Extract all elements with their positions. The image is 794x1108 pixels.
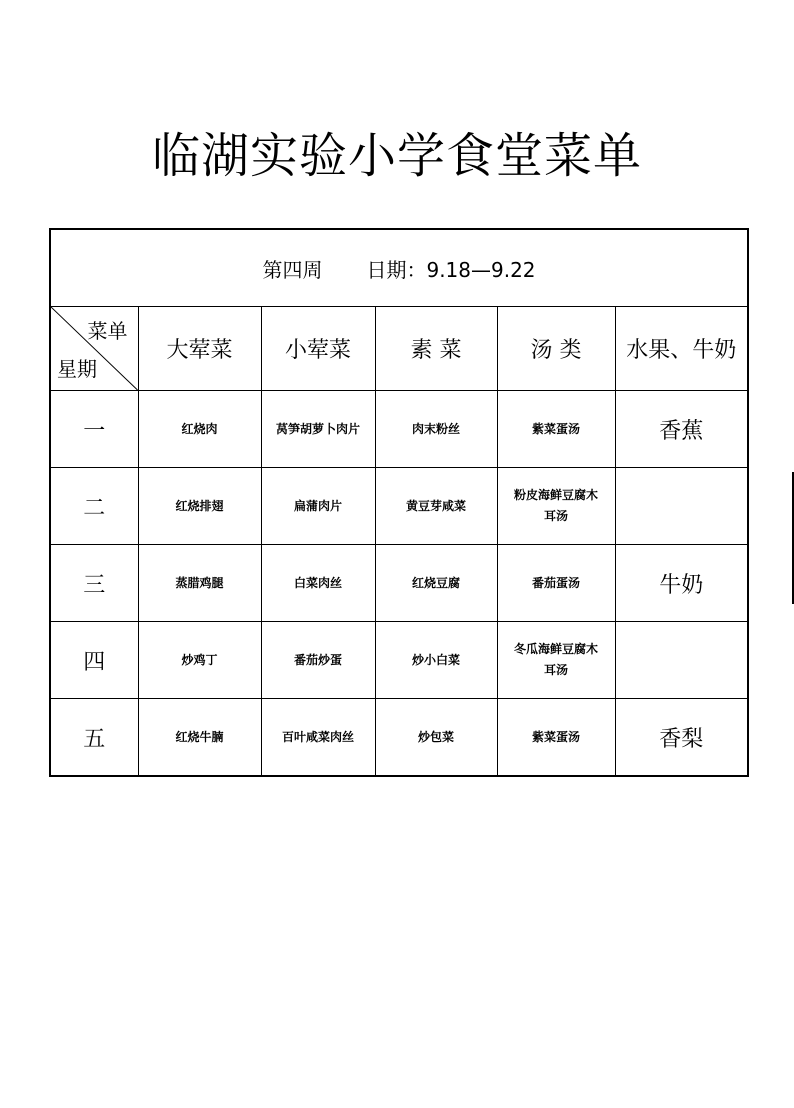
table-row bbox=[50, 468, 748, 545]
weekday-cell: 五 bbox=[50, 699, 138, 777]
fruit-milk-cell: 香蕉 bbox=[615, 391, 748, 468]
menu-table bbox=[49, 228, 749, 777]
column-header-soup: 汤 类 bbox=[497, 307, 615, 391]
weekday-cell: 一 bbox=[50, 391, 138, 468]
main-meat-dish: 红烧排翅 bbox=[138, 468, 261, 545]
corner-menu-label: 菜单 bbox=[87, 319, 128, 343]
week-info-cell bbox=[50, 229, 748, 307]
column-header-main-meat: 大荤菜 bbox=[138, 307, 261, 391]
vegetable-dish: 肉末粉丝 bbox=[375, 391, 497, 468]
weekday-cell: 二 bbox=[50, 468, 138, 545]
fruit-milk-cell bbox=[615, 468, 748, 545]
fruit-milk-cell bbox=[615, 622, 748, 699]
main-meat-dish: 炒鸡丁 bbox=[138, 622, 261, 699]
corner-weekday-label: 星期 bbox=[57, 357, 97, 381]
corner-header-cell bbox=[50, 307, 138, 391]
vegetable-dish: 炒小白菜 bbox=[375, 622, 497, 699]
soup-dish: 紫菜蛋汤 bbox=[497, 391, 615, 468]
side-meat-dish: 番茄炒蛋 bbox=[261, 622, 375, 699]
table-row bbox=[50, 699, 748, 777]
date-range: 日期：9.18—9.22 bbox=[366, 257, 536, 282]
side-meat-dish: 扁蒲肉片 bbox=[261, 468, 375, 545]
soup-dish: 紫菜蛋汤 bbox=[497, 699, 615, 777]
soup-dish bbox=[497, 622, 615, 699]
table-row bbox=[50, 391, 748, 468]
page-title: 临湖实验小学食堂菜单 bbox=[151, 128, 642, 184]
fruit-milk-cell: 牛奶 bbox=[615, 545, 748, 622]
week-label: 第四周 bbox=[262, 257, 323, 282]
weekday-cell: 三 bbox=[50, 545, 138, 622]
column-header-fruit-milk: 水果、牛奶 bbox=[615, 307, 748, 391]
side-meat-dish: 莴笋胡萝卜肉片 bbox=[261, 391, 375, 468]
fruit-milk-cell: 香梨 bbox=[615, 699, 748, 777]
column-header-vegetable: 素 菜 bbox=[375, 307, 497, 391]
main-meat-dish: 红烧肉 bbox=[138, 391, 261, 468]
side-meat-dish: 白菜肉丝 bbox=[261, 545, 375, 622]
table-row bbox=[50, 622, 748, 699]
soup-dish: 番茄蛋汤 bbox=[497, 545, 615, 622]
soup-dish-text: 冬瓜海鲜豆腐木耳汤 bbox=[513, 642, 598, 677]
column-header-side-meat: 小荤菜 bbox=[261, 307, 375, 391]
vegetable-dish: 炒包菜 bbox=[375, 699, 497, 777]
main-meat-dish: 红烧牛腩 bbox=[138, 699, 261, 777]
main-meat-dish: 蒸腊鸡腿 bbox=[138, 545, 261, 622]
weekday-cell: 四 bbox=[50, 622, 138, 699]
soup-dish bbox=[497, 468, 615, 545]
vegetable-dish: 黄豆芽咸菜 bbox=[375, 468, 497, 545]
table-row bbox=[50, 545, 748, 622]
side-meat-dish: 百叶咸菜肉丝 bbox=[261, 699, 375, 777]
vegetable-dish: 红烧豆腐 bbox=[375, 545, 497, 622]
soup-dish-text: 粉皮海鲜豆腐木耳汤 bbox=[513, 488, 598, 523]
